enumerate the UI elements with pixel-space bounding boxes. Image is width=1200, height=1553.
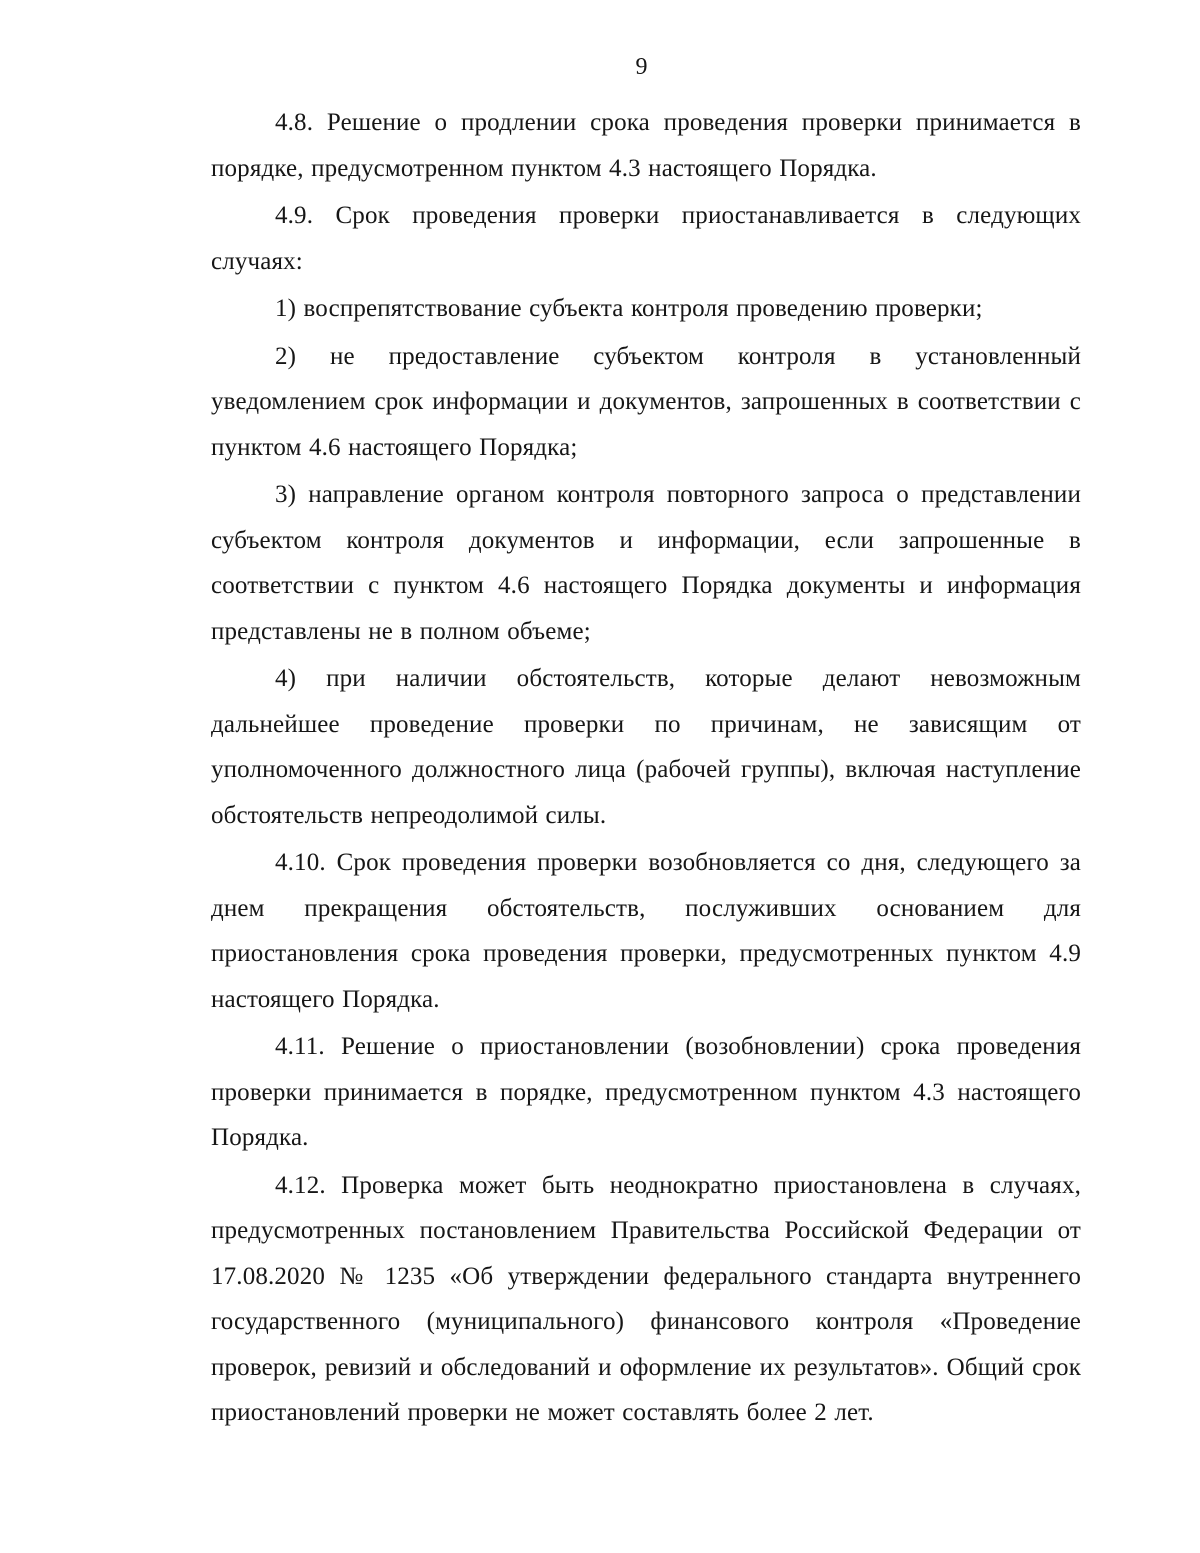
paragraph-4-9: 4.9. Срок проведения проверки приостанавливается в следующих случаях: — [211, 202, 1081, 275]
list-item-4: 4) при наличии обстоятельств, которые делают невозможным дальнейшее проведение проверки по причинам, не зависящим от уполномоченного должностного лица (рабочей группы), включая наступление обстоятельств непреодолимой силы. — [211, 665, 1081, 829]
paragraph-4-8: 4.8. Решение о продлении срока проведения проверки принимается в порядке, предусмотренном пунктом 4.3 настоящего Порядка. — [211, 109, 1081, 182]
document-body — [211, 100, 1081, 1438]
page-number: 9 — [635, 54, 648, 80]
paragraph-4-10: 4.10. Срок проведения проверки возобновляется со дня, следующего за днем прекращения обстоятельств, послуживших основанием для приостановления срока проведения проверки, предусмотренных пунктом 4.9 настоящего Порядка. — [211, 849, 1081, 1013]
list-item-1: 1) воспрепятствование субъекта контроля проведению проверки; — [275, 295, 983, 322]
list-item-3: 3) направление органом контроля повторного запроса о представлении субъектом контроля документов и информации, если запрошенные в соответствии с пунктом 4.6 настоящего Порядка документы и информация представлены не в полном объеме; — [211, 481, 1081, 645]
list-item-2: 2) не предоставление субъектом контроля в установленный уведомлением срок информации и документов, запрошенных в соответствии с пунктом 4.6 настоящего Порядка; — [211, 342, 1081, 461]
paragraph-4-12: 4.12. Проверка может быть неоднократно приостановлена в случаях, предусмотренных постановлением Правительства Российской Федерации от 17.08.2020 № 1235 «Об утверждении федерального стандарта внутреннего государственного (муниципального) финансового контроля «Проведение проверок, ревизий и обследований и оформление их результатов». Общий срок приостановлений проверки не может составлять более 2 лет. — [211, 1171, 1081, 1426]
paragraph-4-11: 4.11. Решение о приостановлении (возобновлении) срока проведения проверки принимается в порядке, предусмотренном пунктом 4.3 настоящего Порядка. — [211, 1033, 1081, 1151]
